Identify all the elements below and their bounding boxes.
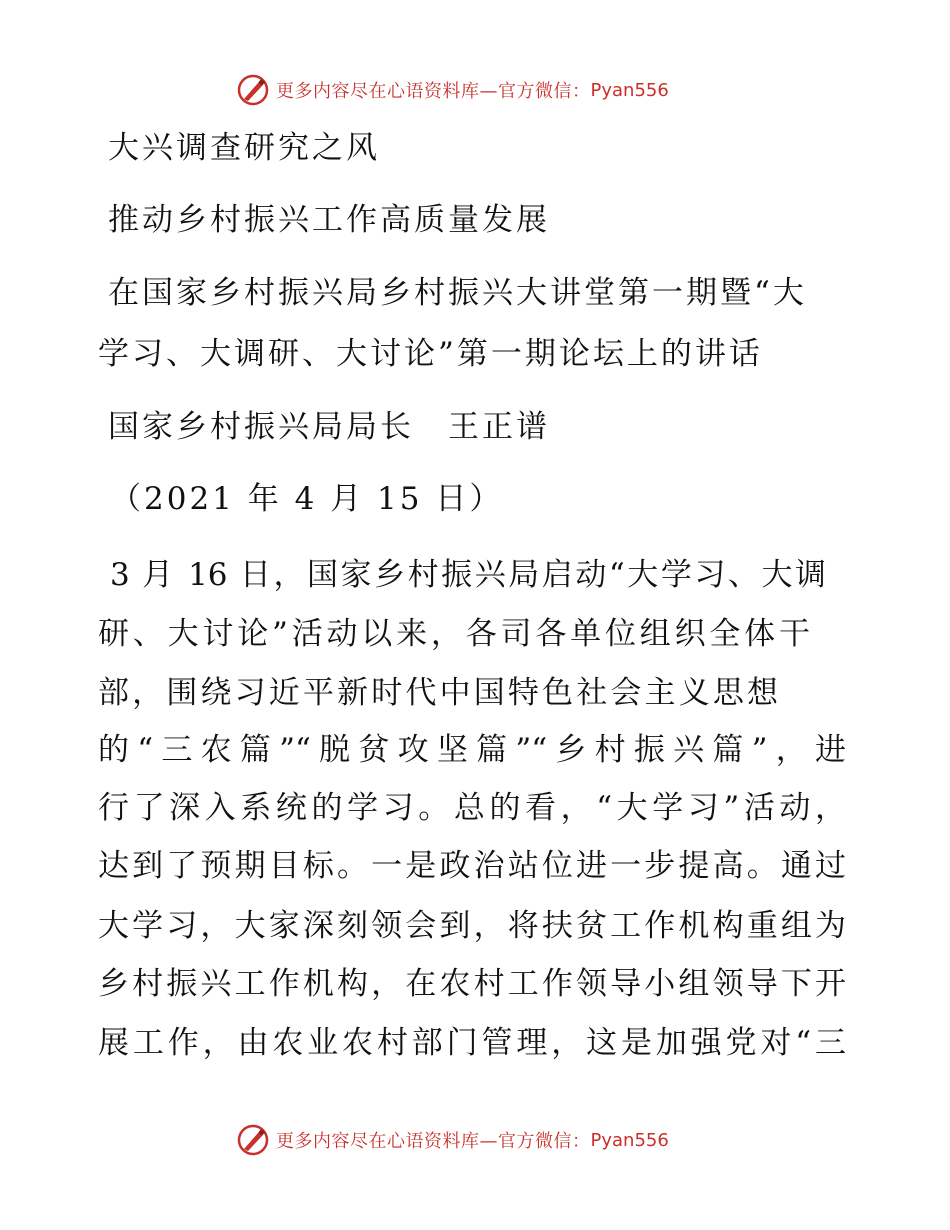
- body-line: 3 月 16 日，国家乡村振兴局启动“大学习、大调: [110, 557, 826, 593]
- header-watermark-banner: [236, 73, 669, 107]
- body-line: 乡村振兴工作机构，在农村工作领导小组领导下开: [98, 966, 846, 1002]
- document-subtitle-line-1: 在国家乡村振兴局乡村振兴大讲堂第一期暨“大: [108, 275, 807, 311]
- body-line: 展工作，由农业农村部门管理，这是加强党对“三: [98, 1025, 846, 1061]
- body-line: 行了深入系统的学习。总的看，“大学习”活动，: [98, 790, 846, 826]
- body-line: 研、大讨论”活动以来，各司各单位组织全体干: [98, 616, 810, 652]
- banner-wechat-id: Pyan556: [590, 79, 669, 101]
- pen-logo-icon: [236, 73, 270, 107]
- banner-text: 更多内容尽在心语资料库—官方微信：: [276, 81, 591, 102]
- pen-logo-icon: [236, 1123, 270, 1157]
- document-title-line-1: 大兴调查研究之风: [108, 130, 380, 166]
- document-date: （2021 年 4 月 15 日）: [110, 481, 504, 517]
- body-line: 的“三农篇”“脱贫攻坚篇”“乡村振兴篇”，进: [98, 732, 846, 768]
- body-line: 达到了预期目标。一是政治站位进一步提高。通过: [98, 848, 846, 884]
- footer-watermark-banner: [236, 1123, 669, 1157]
- document-title-line-2: 推动乡村振兴工作高质量发展: [108, 202, 550, 238]
- banner-wechat-id: Pyan556: [590, 1129, 669, 1151]
- document-subtitle-line-2: 学习、大调研、大讨论”第一期论坛上的讲话: [98, 336, 763, 372]
- body-line: 大学习，大家深刻领会到，将扶贫工作机构重组为: [98, 908, 846, 944]
- banner-text: 更多内容尽在心语资料库—官方微信：: [276, 1131, 591, 1152]
- body-line: 部，围绕习近平新时代中国特色社会主义思想: [98, 675, 778, 711]
- document-author: 国家乡村振兴局局长 王正谱: [108, 409, 550, 445]
